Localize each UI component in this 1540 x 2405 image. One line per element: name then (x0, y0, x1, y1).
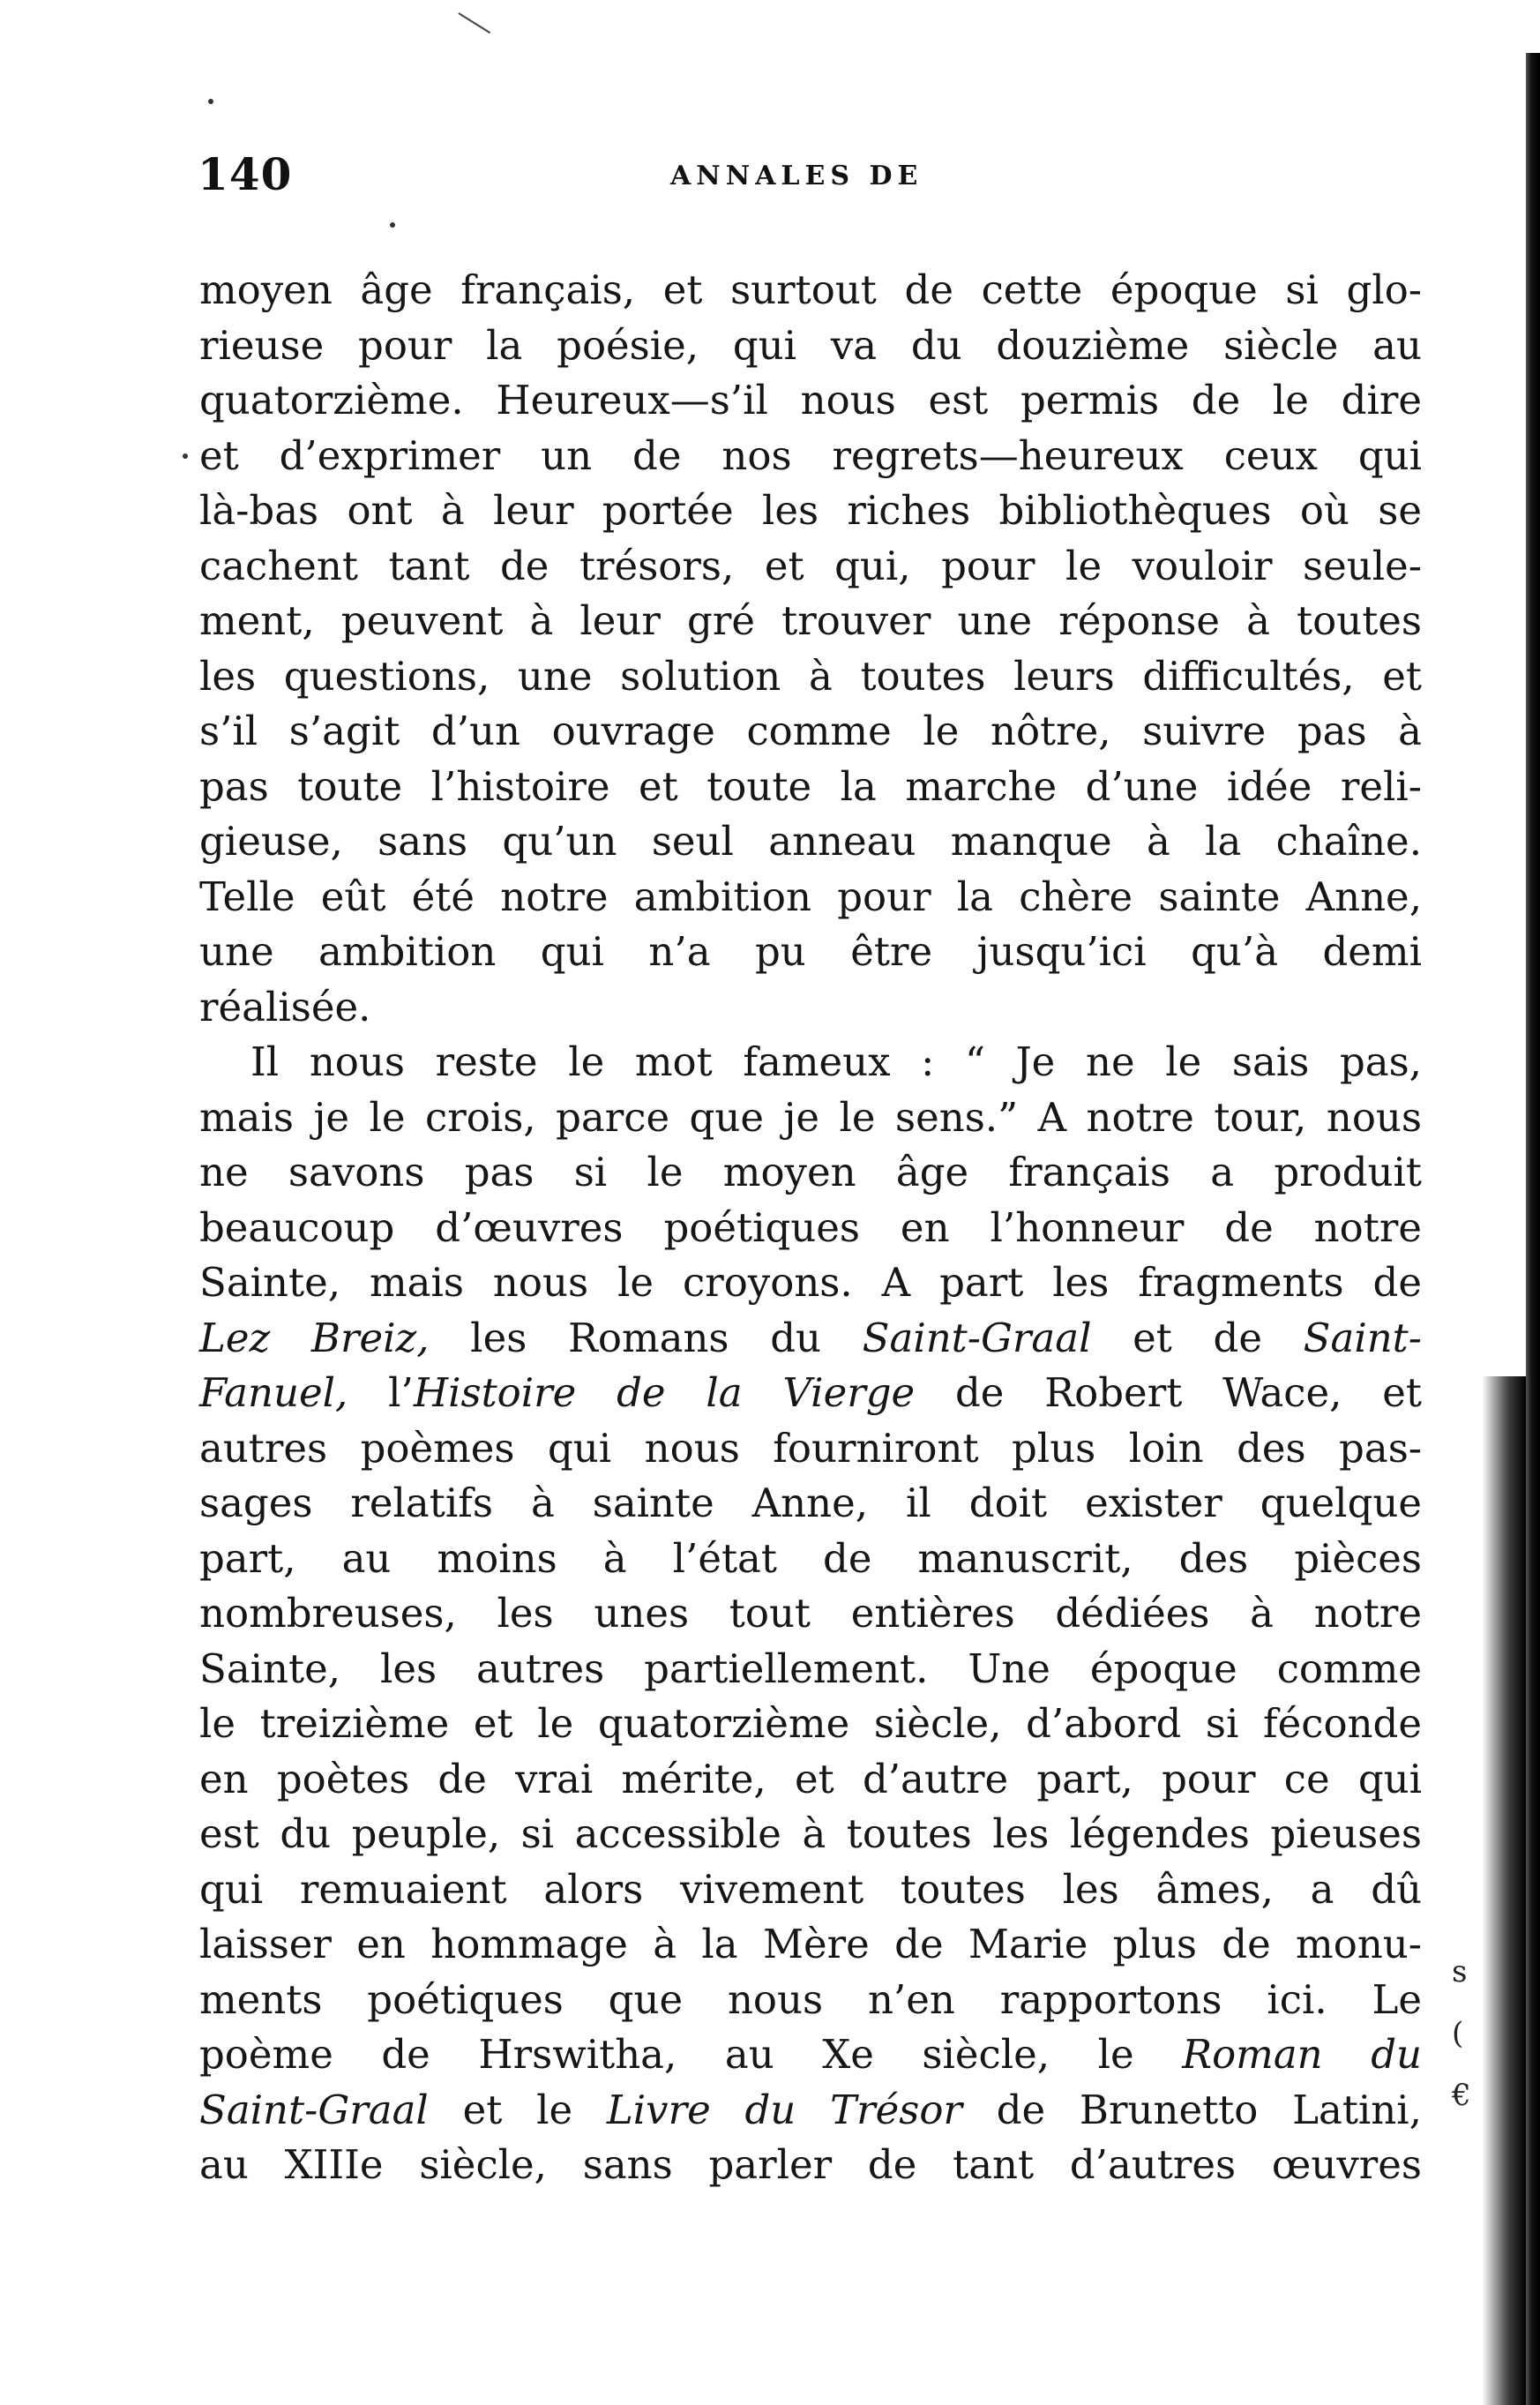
text-line: rieuse pour la poésie, qui va du douzième siècle au (199, 321, 1422, 369)
text-line: beaucoup d’œuvres poétiques en l’honneur de notre (199, 1203, 1422, 1251)
page-number: 140 (198, 148, 293, 200)
page-header (198, 148, 1424, 219)
text-line: Il nous reste le mot fameux : “ Je ne le sais pas, (250, 1038, 1422, 1085)
text-line (199, 1311, 1422, 1367)
text-line: Sainte, mais nous le croyons. A part les fragments de (199, 1259, 1422, 1306)
text-line: autres poèmes qui nous fourniront plus loin des pas- (199, 1424, 1422, 1472)
text-line: une ambition qui n’a pu être jusqu’ici qu’à demi (199, 928, 1422, 975)
text-line: le treizième et le quatorzième siècle, d’abord si féconde (199, 1700, 1422, 1747)
text-line: en poètes de vrai mérite, et d’autre part, pour ce qui (199, 1755, 1422, 1802)
book-gutter-shadow (1482, 1376, 1526, 2405)
text-line: gieuse, sans qu’un seul anneau manque à la chaîne. (199, 818, 1422, 865)
body-text (199, 263, 1422, 2193)
stray-dot (208, 99, 213, 104)
margin-bleed-glyphs (1452, 1941, 1478, 2126)
text-line: et d’exprimer un de nos regrets—heureux ceux qui (199, 431, 1422, 479)
text-line (199, 2083, 1422, 2139)
italic-title: Fanuel, (199, 1369, 348, 1416)
text-line: Sainte, les autres partiellement. Une époque comme (199, 1645, 1422, 1692)
text-line: Telle eût été notre ambition pour la chère sainte Anne, (199, 873, 1422, 920)
text-line: sages relatifs à sainte Anne, il doit exister quelque (199, 1480, 1422, 1526)
text-line: au XIIIe siècle, sans parler de tant d’autres œuvres (199, 2141, 1422, 2188)
text-span: de Brunetto Latini, (961, 2086, 1422, 2133)
text-line: est du peuple, si accessible à toutes les légendes pieuses (199, 1810, 1422, 1857)
text-span: les Romans du (429, 1314, 863, 1361)
text-span: poème de Hrswitha, au Xe siècle, le (199, 2031, 1183, 2078)
text-line: réalisée. (199, 983, 371, 1030)
text-line: ne savons pas si le moyen âge français a produit (199, 1149, 1422, 1195)
italic-title: Saint-Graal (199, 2086, 429, 2133)
text-line: mais je le crois, parce que je le sens.” A notre tour, nous (199, 1093, 1422, 1141)
text-line: part, au moins à l’état de manuscrit, des pièces (199, 1534, 1422, 1582)
italic-title: Roman du (1182, 2031, 1422, 2078)
text-span: et le (428, 2086, 607, 2133)
text-line: s’il s’agit d’un ouvrage comme le nôtre, suivre pas à (199, 708, 1422, 754)
stray-dot (183, 453, 188, 459)
text-line: moyen âge français, et surtout de cette époque si glo- (199, 266, 1422, 313)
text-line: là-bas ont à leur portée les riches bibliothèques où se (199, 487, 1422, 534)
italic-title: Lez Breiz, (199, 1314, 430, 1361)
text-line (199, 2027, 1422, 2083)
book-spine-shadow (1526, 53, 1540, 2405)
text-line (199, 1366, 1422, 1421)
italic-title: Saint-Graal (862, 1314, 1092, 1361)
italic-title: Livre du Trésor (606, 2086, 962, 2133)
text-span: et de (1091, 1314, 1304, 1361)
margin-glyph: € (1452, 2078, 1471, 2113)
stray-mark (458, 12, 490, 34)
text-line: quatorzième. Heureux—s’il nous est permis de le dire (199, 377, 1422, 423)
text-line: laisser en hommage à la Mère de Marie plus de monu- (199, 1921, 1422, 1967)
text-line: pas toute l’histoire et toute la marche d’une idée reli- (199, 762, 1422, 810)
margin-glyph: s (1452, 1954, 1468, 1989)
text-line: qui remuaient alors vivement toutes les âmes, a dû (199, 1865, 1422, 1913)
italic-title: Saint- (1303, 1314, 1422, 1361)
text-line: ment, peuvent à leur gré trouver une réponse à toutes (199, 597, 1422, 644)
stray-dot (390, 222, 395, 228)
running-title: ANNALES DE (670, 161, 923, 191)
text-span: de Robert Wace, et (915, 1369, 1422, 1416)
margin-glyph: ( (1452, 2016, 1464, 2051)
text-line: cachent tant de trésors, et qui, pour le vouloir seule- (199, 542, 1422, 589)
text-line: nombreuses, les unes tout entières dédiées à notre (199, 1590, 1422, 1637)
text-line: les questions, une solution à toutes leurs difficultés, et (199, 652, 1422, 700)
text-line: ments poétiques que nous n’en rapportons ici. Le (199, 1975, 1422, 2023)
italic-title: Histoire de la Vierge (413, 1369, 916, 1416)
text-span: l’ (348, 1369, 414, 1416)
